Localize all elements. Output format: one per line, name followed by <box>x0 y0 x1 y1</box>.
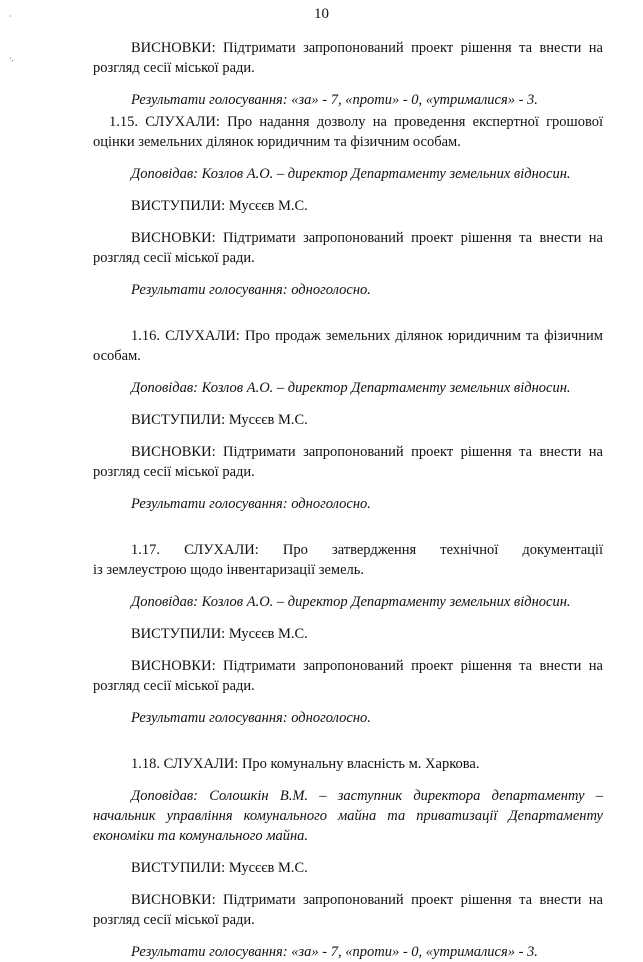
heard-paragraph <box>93 540 603 580</box>
speakers-paragraph: ВИСТУПИЛИ: Мусєєв М.С. <box>131 412 308 428</box>
conclusion-paragraph: ВИСНОВКИ: Підтримати запропонований проект рішення та внести на розгляд сесії міської ради. <box>93 658 603 694</box>
heard-continuation: із землеустрою щодо інвентаризації земель. <box>93 562 364 578</box>
heard-paragraph: 1.16. СЛУХАЛИ: Про продаж земельних ділянок юридичним та фізичним особам. <box>93 328 603 364</box>
heard-word: 1.17. <box>131 542 160 558</box>
vote-result: Результати голосування: одноголосно. <box>131 282 371 298</box>
reporter-paragraph: Доповідав: Козлов А.О. – директор Департаменту земельних відносин. <box>131 166 571 182</box>
heard-word: технічної <box>440 542 499 558</box>
document-body <box>93 38 603 962</box>
conclusion-paragraph: ВИСНОВКИ: Підтримати запропонований проект рішення та внести на розгляд сесії міської ради. <box>93 230 603 266</box>
reporter-paragraph: Доповідав: Солошкін В.М. – заступник директора департаменту – начальник управління комунального майна та приватизації Департаменту економіки та комунального майна. <box>93 788 603 844</box>
vote-result: Результати голосування: «за» - 7, «проти» - 0, «утрималися» - 3. <box>131 92 538 108</box>
margin-mark: ·. <box>9 54 14 63</box>
vote-result: Результати голосування: одноголосно. <box>131 710 371 726</box>
conclusion-paragraph: ВИСНОВКИ: Підтримати запропонований проект рішення та внести на розгляд сесії міської ради. <box>93 892 603 928</box>
margin-mark: · <box>9 12 12 21</box>
heard-word: Про <box>282 542 308 558</box>
heard-word: документації <box>522 542 603 558</box>
page-number: 10 <box>314 6 329 22</box>
speakers-paragraph: ВИСТУПИЛИ: Мусєєв М.С. <box>131 860 308 876</box>
conclusion-paragraph: ВИСНОВКИ: Підтримати запропонований проект рішення та внести на розгляд сесії міської ради. <box>93 40 603 76</box>
heard-paragraph: 1.15. СЛУХАЛИ: Про надання дозволу на проведення експертної грошової оцінки земельних ділянок юридичним та фізичним особам. <box>93 114 603 150</box>
heard-word: затвердження <box>331 542 417 558</box>
reporter-paragraph: Доповідав: Козлов А.О. – директор Департаменту земельних відносин. <box>131 594 571 610</box>
reporter-paragraph: Доповідав: Козлов А.О. – директор Департаменту земельних відносин. <box>131 380 571 396</box>
heard-word: СЛУХАЛИ: <box>184 542 259 558</box>
speakers-paragraph: ВИСТУПИЛИ: Мусєєв М.С. <box>131 626 308 642</box>
speakers-paragraph: ВИСТУПИЛИ: Мусєєв М.С. <box>131 198 308 214</box>
vote-result: Результати голосування: одноголосно. <box>131 496 371 512</box>
vote-result: Результати голосування: «за» - 7, «проти» - 0, «утрималися» - 3. <box>131 944 538 960</box>
conclusion-paragraph: ВИСНОВКИ: Підтримати запропонований проект рішення та внести на розгляд сесії міської ради. <box>93 444 603 480</box>
heard-paragraph: 1.18. СЛУХАЛИ: Про комунальну власність м. Харкова. <box>131 756 480 772</box>
heard-first-line <box>93 540 603 560</box>
